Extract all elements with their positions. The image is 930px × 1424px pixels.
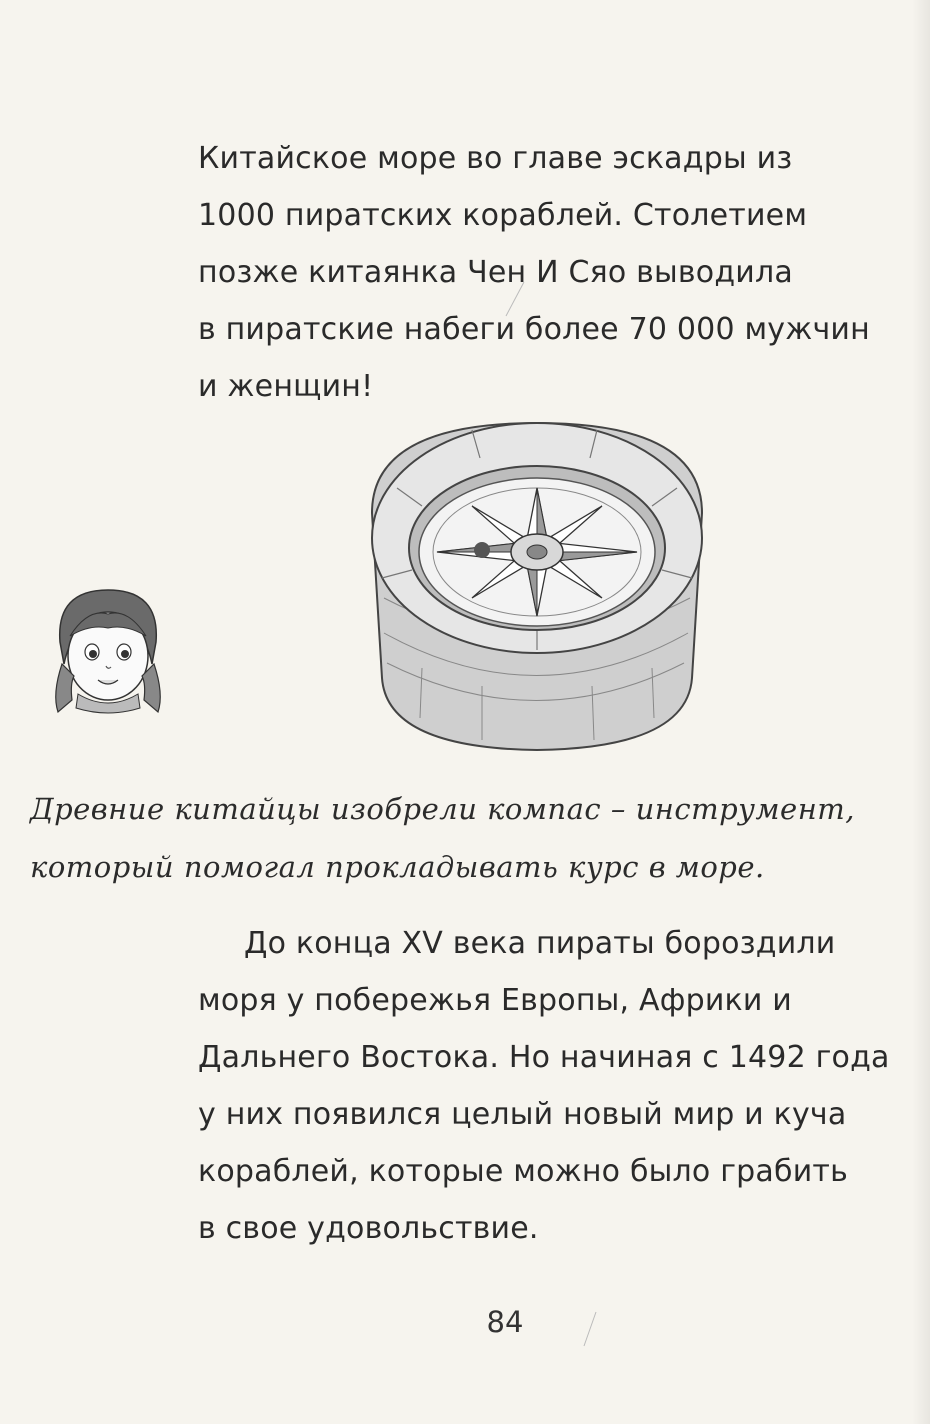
text-line: кораблей, которые можно было грабить (198, 1154, 848, 1189)
text-line: Китайское море во главе эскадры из (198, 141, 793, 176)
text-line: До конца XV века пираты бороздили (244, 926, 836, 961)
text-line: и женщин! (198, 369, 374, 404)
paragraph-bottom (198, 915, 890, 1257)
compass-caption (30, 780, 910, 896)
compass-illustration (362, 418, 712, 753)
paragraph-top (198, 130, 878, 415)
text-line: 1000 пиратских кораблей. Столетием (198, 198, 808, 233)
page-edge-shadow (912, 0, 930, 1424)
text-line: в пиратские набеги более 70 000 мужчин (198, 312, 870, 347)
text-line: в свое удовольствие. (198, 1211, 539, 1246)
girl-portrait-illustration (48, 584, 168, 716)
caption-line: Древние китайцы изобрели компас – инструмент, (30, 792, 856, 826)
text-line: у них появился целый новый мир и куча (198, 1097, 847, 1132)
text-line: позже китаянка Чен И Сяо выводила (198, 255, 793, 290)
text-line: Дальнего Востока. Но начиная с 1492 года (198, 1040, 890, 1075)
page-number: 84 (486, 1305, 524, 1339)
caption-line: который помогал прокладывать курс в море. (30, 850, 765, 884)
text-line: моря у побережья Европы, Африки и (198, 983, 792, 1018)
